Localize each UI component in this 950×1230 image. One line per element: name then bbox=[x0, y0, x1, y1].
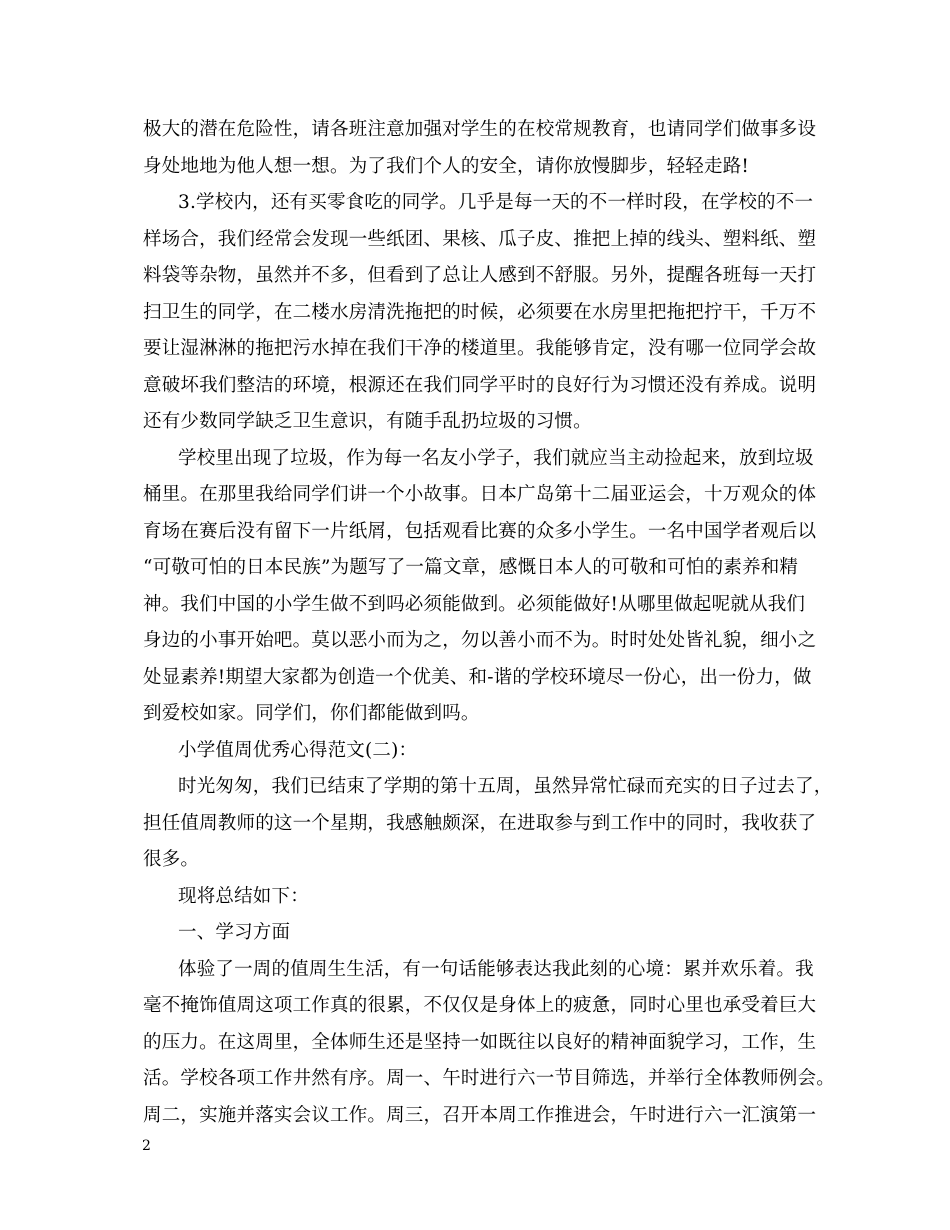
text-line: 桶里。在那里我给同学们讲一个小故事。日本广岛第十二届亚运会，十万观众的体 bbox=[143, 484, 817, 505]
text-line: 要让湿淋淋的拖把污水掉在我们干净的楼道里。我能够肯定，没有哪一位同学会故 bbox=[143, 338, 817, 359]
text-line: 身边的小事开始吧。莫以恶小而为之，勿以善小而不为。时时处处皆礼貌，细小之 bbox=[143, 630, 817, 651]
text-line: 3.学校内，还有买零食吃的同学。几乎是每一天的不一样时段，在学校的不一 bbox=[178, 192, 814, 213]
text-line: 小学值周优秀心得范文(二)： bbox=[178, 739, 418, 761]
text-line: 还有少数同学缺乏卫生意识，有随手乱扔垃圾的习惯。 bbox=[143, 411, 592, 432]
text-line: 学校里出现了垃圾，作为每一名友小学子，我们就应当主动捡起来，放到垃圾 bbox=[178, 447, 814, 469]
text-line: “可敬可怕的日本民族”为题写了一篇文章，感慨日本人的可敬和可怕的素养和精 bbox=[143, 557, 799, 578]
text-line: 到爱校如家。同学们，你们都能做到吗。 bbox=[143, 703, 480, 724]
text-line: 的压力。在这周里，全体师生还是坚持一如既往以良好的精神面貌学习，工作，生 bbox=[143, 1031, 817, 1053]
text-line: 活。学校各项工作井然有序。周一、午时进行六一节目筛选，并举行全体教师例会。 bbox=[143, 1068, 835, 1089]
text-line: 身处地地为他人想一想。为了我们个人的安全，请你放慢脚步，轻轻走路! bbox=[143, 155, 750, 177]
text-line: 毫不掩饰值周这项工作真的很累，不仅仅是身体上的疲惫，同时心里也承受着巨大 bbox=[143, 995, 817, 1016]
text-line: 体验了一周的值周生生活，有一句话能够表达我此刻的心境：累并欢乐着。我 bbox=[178, 958, 814, 980]
text-line: 扫卫生的同学，在二楼水房清洗拖把的时候，必须要在水房里把拖把拧干，千万不 bbox=[143, 301, 817, 323]
text-line: 育场在赛后没有留下一片纸屑，包括观看比赛的众多小学生。一名中国学者观后以 bbox=[143, 520, 817, 542]
text-line: 一、学习方面 bbox=[178, 922, 291, 943]
text-line: 料袋等杂物，虽然并不多，但看到了总让人感到不舒服。另外，提醒各班每一天打 bbox=[143, 265, 817, 286]
text-line: 处显素养!期望大家都为创造一个优美、和-谐的学校环境尽一份心，出一份力，做 bbox=[143, 666, 812, 688]
text-line: 样场合，我们经常会发现一些纸团、果核、瓜子皮、推把上掉的线头、塑料纸、塑 bbox=[143, 228, 817, 250]
body-text bbox=[143, 112, 835, 1134]
text-line: 担任值周教师的这一个星期，我感触颇深，在进取参与到工作中的同时，我收获了 bbox=[143, 812, 817, 834]
text-line: 现将总结如下： bbox=[178, 885, 309, 907]
text-line: 周二，实施并落实会议工作。周三，召开本周工作推进会，午时进行六一汇演第一 bbox=[143, 1104, 817, 1126]
text-line: 神。我们中国的小学生做不到吗必须能做到。必须能做好!从哪里做起呢就从我们 bbox=[143, 593, 806, 615]
text-line: 很多。 bbox=[143, 849, 200, 870]
text-line: 时光匆匆，我们已结束了学期的第十五周，虽然异常忙碌而充实的日子过去了， bbox=[178, 776, 833, 797]
text-line: 意破坏我们整洁的环境，根源还在我们同学平时的良好行为习惯还没有养成。说明 bbox=[143, 374, 817, 396]
text-line: 极大的潜在危险性，请各班注意加强对学生的在校常规教育，也请同学们做事多设 bbox=[143, 119, 817, 140]
page-number: 2 bbox=[142, 1138, 151, 1154]
